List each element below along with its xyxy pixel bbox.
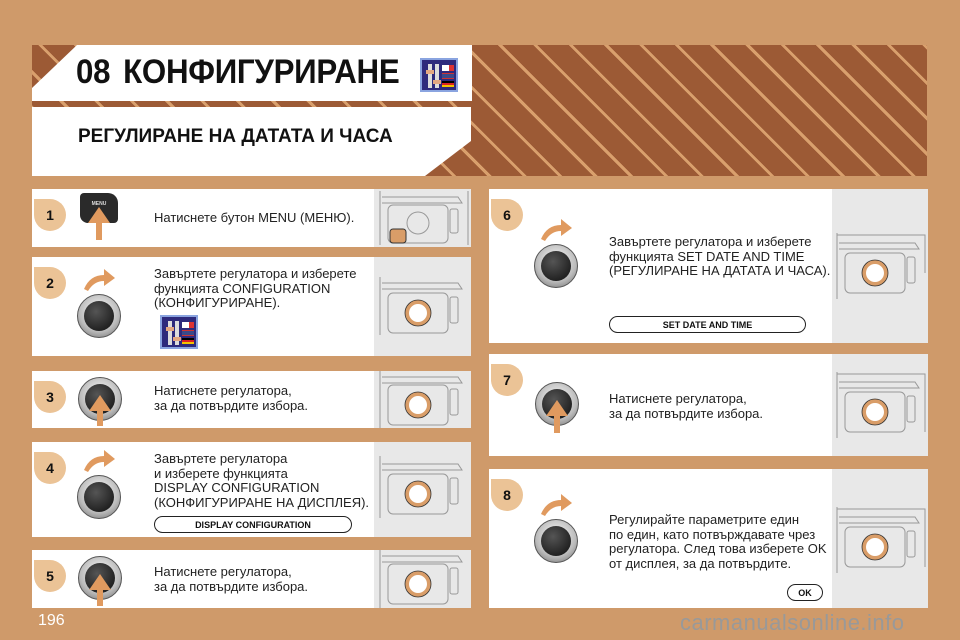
chapter-title [76,53,399,92]
radio-device-diagram [833,372,928,438]
step-2-panel [32,257,471,356]
rotate-arrow-icon [82,269,116,291]
press-arrow-icon [89,574,111,590]
menu-button-icon: MENU [80,193,118,223]
step-text-line: за да потвърдите избора. [609,405,764,421]
dial-rotate-icon [77,294,121,338]
press-arrow-stem [96,222,102,240]
step-8-panel [489,469,928,608]
set-date-and-time-menu-item[interactable]: SET DATE AND TIME [609,316,806,333]
step-2-text [154,267,356,311]
section-title: РЕГУЛИРАНЕ НА ДАТАТА И ЧАСА [78,126,393,147]
step-7-panel [489,354,928,456]
ok-button[interactable]: OK [787,584,823,601]
step-text-line: Завъртете регулатора и изберете [154,266,357,281]
press-arrow-icon [89,395,111,411]
page-number: 196 [38,612,65,629]
step-3-text [154,384,308,413]
radio-device-diagram [833,507,928,573]
step-text-line: (РЕГУЛИРАНЕ НА ДАТАТА И ЧАСА). [609,263,831,278]
step-badge: 6 [491,199,523,231]
chapter-title-text: КОНФИГУРИРАНЕ [123,53,400,91]
rotate-arrow-icon [539,219,573,241]
step-text-line: Регулирайте параметрите един [609,512,800,527]
step-text-line: DISPLAY CONFIGURATION [154,480,320,495]
step-badge: 2 [34,267,66,299]
step-6-panel [489,189,928,343]
radio-device-diagram [833,233,928,299]
configuration-icon [420,58,458,92]
step-text-line: Натиснете бутон MENU (МЕНЮ). [154,210,355,225]
step-5-text [154,565,308,594]
step-badge: 3 [34,381,66,413]
configuration-icon [160,315,198,349]
press-arrow-icon [546,400,568,416]
rotate-arrow-icon [82,450,116,472]
step-text-line: Завъртете регулатора [154,451,288,466]
dial-rotate-icon [77,475,121,519]
step-text-line: за да потвърдите избора. [154,578,309,594]
press-arrow-stem [97,589,103,606]
radio-device-diagram [376,371,471,428]
radio-device-diagram [376,275,471,337]
radio-device-diagram [376,456,471,518]
press-arrow-stem [97,410,103,426]
step-7-text [609,392,763,421]
step-text-line: (КОНФИГУРИРАНЕ НА ДИСПЛЕЯ). [154,494,370,510]
rotate-arrow-icon [539,494,573,516]
press-arrow-stem [554,415,560,433]
chapter-number: 08 [76,53,111,91]
radio-device-diagram [376,189,471,247]
step-4-text [154,452,369,510]
step-text-line: функцията CONFIGURATION [154,280,331,296]
step-text-line: по един, като потвърждавате чрез [609,526,816,542]
display-configuration-menu-item[interactable]: DISPLAY CONFIGURATION [154,516,352,533]
step-8-text [609,513,827,571]
step-3-panel [32,371,471,428]
step-text-line: регулатора. След това изберете OK [609,541,827,556]
step-1-panel [32,189,471,247]
radio-device-diagram [376,550,471,608]
step-badge: 5 [34,560,66,592]
dial-rotate-icon [534,244,578,288]
step-text-line: функцията SET DATE AND TIME [609,248,805,264]
step-6-text [609,235,830,279]
step-1-text [154,211,354,226]
press-arrow-icon [88,207,110,223]
step-4-panel [32,442,471,537]
step-5-panel [32,550,471,608]
step-badge: 4 [34,452,66,484]
step-text-line: (КОНФИГУРИРАНЕ). [154,295,281,310]
step-text-line: Натиснете регулатора, [609,391,747,406]
step-badge: 7 [491,364,523,396]
step-badge: 1 [34,199,66,231]
step-text-line: Натиснете регулатора, [154,383,292,398]
step-text-line: Завъртете регулатора и изберете [609,234,812,249]
step-text-line: Натиснете регулатора, [154,564,292,579]
step-text-line: и изберете функцията [154,465,288,481]
dial-rotate-icon [534,519,578,563]
watermark: carmanualsonline.info [680,610,905,635]
step-badge: 8 [491,479,523,511]
step-text-line: за да потвърдите избора. [154,397,309,413]
step-text-line: от дисплея, за да потвърдите. [609,555,792,571]
